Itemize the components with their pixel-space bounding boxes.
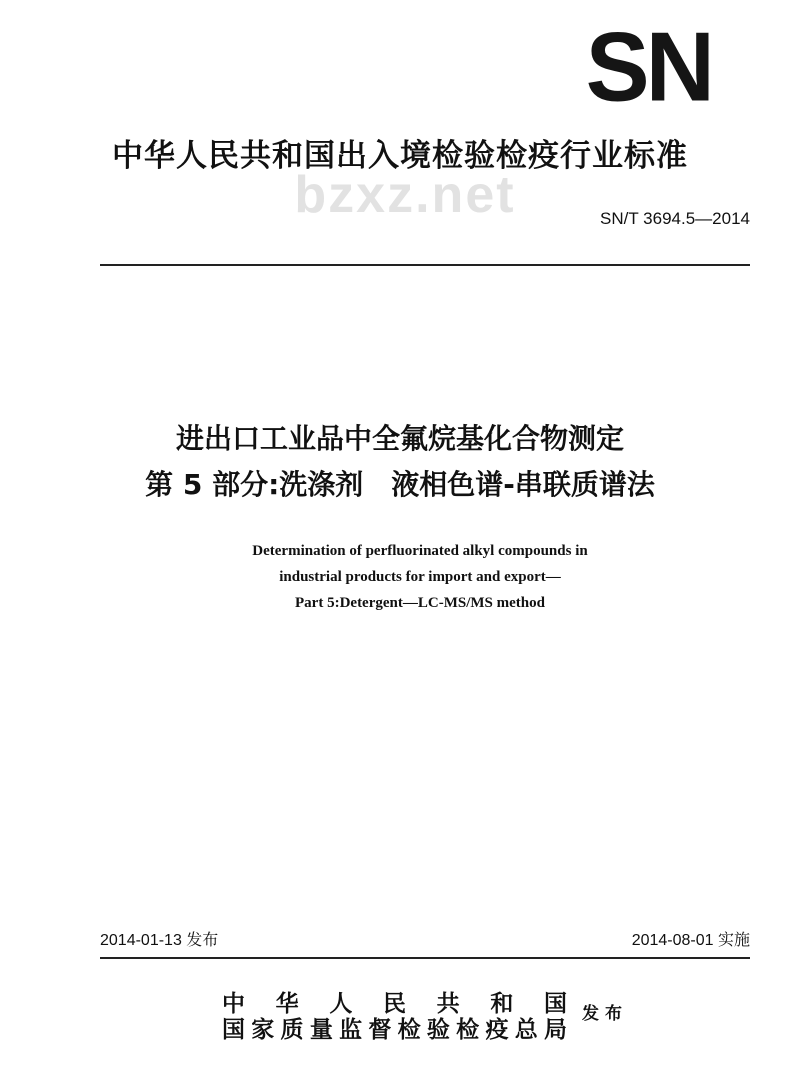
watermark: bzxz.net bbox=[294, 166, 516, 224]
standard-number: SN/T 3694.5—2014 bbox=[600, 209, 750, 228]
bottom-divider bbox=[100, 957, 750, 959]
issuer-line-1: 中华人民共和国 bbox=[222, 990, 567, 1017]
organization-title: 中华人民共和国出入境检验检疫行业标准 bbox=[112, 138, 688, 174]
chinese-title-line-1: 进出口工业品中全氟烷基化合物测定 bbox=[175, 422, 624, 455]
issued-label: 发布 bbox=[582, 1004, 628, 1024]
english-title-line-1: Determination of perfluorinated alkyl compounds in bbox=[252, 543, 588, 559]
implementation-date: 2014-08-01 实施 bbox=[631, 932, 750, 949]
issue-date: 2014-01-13 发布 bbox=[100, 932, 219, 949]
issuer-line-2: 国家质量监督检验检疫总局 bbox=[222, 1016, 567, 1043]
sn-logo: SN bbox=[585, 12, 711, 123]
english-title-line-3: Part 5:Detergent—LC-MS/MS method bbox=[295, 595, 545, 611]
chinese-title-line-2: 第 5 部分:洗涤剂 液相色谱-串联质谱法 bbox=[145, 468, 655, 501]
english-title-line-2: industrial products for import and export— bbox=[279, 569, 561, 585]
top-divider bbox=[100, 264, 750, 266]
english-title bbox=[100, 538, 740, 616]
chinese-title bbox=[60, 416, 740, 508]
